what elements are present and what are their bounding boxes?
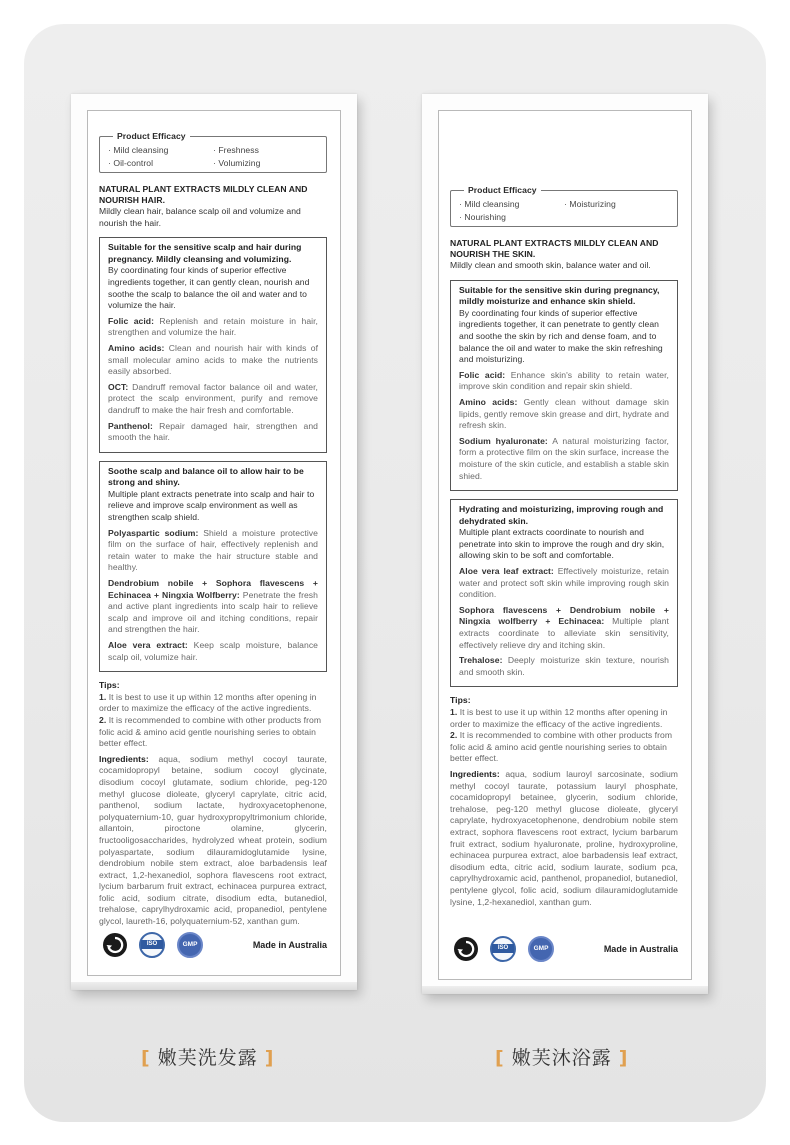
ingredients-label: Ingredients: <box>450 768 500 779</box>
ingredient-text: A natural moisturizing factor, form a protective film on the skin surface, increase the moisture of the skin cuticle, and establish a stable skin shied. <box>459 435 669 481</box>
ingredient-text: Keep scalp moisture, balance scalp oil, volumize hair. <box>108 640 318 662</box>
section-title: Suitable for the sensitive skin during pregnancy, mildly moisturize and enhance skin shield. <box>459 284 660 307</box>
efficacy-item: · Freshness <box>213 144 318 156</box>
body-wash-text-panel <box>450 185 678 908</box>
efficacy-item: · Nourishing <box>459 211 564 223</box>
tips-label: Tips: <box>450 695 471 706</box>
tip-text: It is recommended to combine with other products from folic acid & amino acid gentle nourishing series to obtain better effect. <box>99 714 322 749</box>
tip-text: It is recommended to combine with other products from folic acid & amino acid gentle nourishing series to obtain better effect. <box>450 730 673 764</box>
ingredient-text: Penetrate the fresh and active plant ingredients into scalp hair to relieve scalp and improve oil and itching conditions, repair and strengthen the hair. <box>108 589 318 635</box>
efficacy-item: · Mild cleansing <box>459 198 564 210</box>
recycle-icon <box>454 937 478 961</box>
body-wash-caption <box>495 1046 628 1070</box>
efficacy-box <box>450 185 678 227</box>
gmp-text: GMP <box>182 941 198 948</box>
efficacy-list <box>459 198 669 223</box>
bracket-close: ] <box>618 1047 629 1069</box>
efficacy-item: · Volumizing <box>213 157 318 169</box>
made-in-label: Made in Australia <box>252 940 327 950</box>
section-desc: Multiple plant extracts coordinate to nourish and penetrate into skin to improve the rough and dry skin, allowing skin to be soft and comfortable. <box>459 527 665 561</box>
iso-badge-icon <box>490 936 516 962</box>
ingredient-note <box>108 421 318 444</box>
tip-item <box>99 715 327 750</box>
gmp-badge-icon <box>528 936 554 962</box>
ingredient-note <box>108 640 318 663</box>
efficacy-item: · Mild cleansing <box>108 144 213 156</box>
iso-badge-icon <box>139 932 165 958</box>
tip-number: 2. <box>99 714 107 725</box>
tip-text: It is best to use it up within 12 months after opening in order to maximize the efficacy of the active ingredients. <box>450 707 668 729</box>
tip-number: 1. <box>99 691 107 702</box>
section-title: Hydrating and moisturizing, improving rough and dehydrated skin. <box>459 504 664 526</box>
ingredient-note <box>459 566 669 601</box>
tip-text: It is best to use it up within 12 months after opening in order to maximize the efficacy of the active ingredients. <box>99 691 317 714</box>
section-title: Soothe scalp and balance oil to allow hair to be strong and shiny. <box>108 465 304 488</box>
tip-number: 1. <box>450 707 458 717</box>
iso-text: ISO <box>492 944 514 953</box>
ingredient-text: Multiple plant extracts coordinate to alleviate skin sensitivity, effectively relieve dry and itching skin. <box>459 616 669 650</box>
ingredient-name: Amino acids: <box>108 342 165 353</box>
recycle-icon <box>103 933 127 957</box>
ingredient-note <box>459 436 669 482</box>
ingredient-text: Clean and nourish hair with kinds of small molecular amino acids to make the nutrients easily absorbed. <box>108 342 319 377</box>
ingredient-name: Polyaspartic sodium: <box>108 527 199 538</box>
ingredient-name: Sophora flavescens + Dendrobium nobile + Ningxia wolfberry + Echinacea: <box>459 604 669 627</box>
tip-item <box>450 730 678 765</box>
ingredients-list <box>450 769 678 908</box>
ingredients-list <box>99 754 327 928</box>
subline: Mildly clean hair, balance scalp oil and volumize and nourish the hair. <box>99 206 301 228</box>
ingredient-note <box>459 370 669 393</box>
ingredient-note <box>459 397 669 432</box>
section-1 <box>99 237 327 453</box>
ingredient-name: Aloe vera extract: <box>108 640 188 650</box>
ingredient-text: Shield a moisture protective film on the surface of hair, effectively replenish and retain water to make the hair structure stable and healthy. <box>108 527 318 573</box>
section-desc: By coordinating four kinds of superior effective ingredients together, it can penetrate to gently clean and soothe the skin by rich and dense foam, and to balance the oil and water to make the skin refreshing and moisturizing. <box>459 307 663 365</box>
shampoo-text-panel <box>99 131 327 928</box>
bracket-close: ] <box>264 1047 275 1069</box>
efficacy-title: Product Efficacy <box>464 184 541 196</box>
ingredient-name: Aloe vera leaf extract: <box>459 566 554 577</box>
tip-item <box>99 692 327 715</box>
ingredient-text: Repair damaged hair, strengthen and smooth the hair. <box>108 420 318 443</box>
ingredients-text: aqua, sodium methyl cocoyl taurate, cocamidopropyl betaine, sodium cocoyl glycinate, disodium cocoyl glutamate, sodium chloride, peg-120 methyl glucose dioleate, glyceryl caprylate, citric acid, panthenol, sodium lactate, hydroxyacetophenone, polyquaternium-10, guar hydroxypropyltrimonium chloride, allantoin, piroctone olamine, glycerin, fructooligosaccharides, hydrolyzed wheat protein, sodium polyaspartate, sodium dilauramidoglutamide lysine, dendrobium nobile stem extract, aloe barbadensis leaf extract, 1,2-hexanediol, sophora flavescens root extract, lycium barbarum fruit extract, echinacea purpurea extract, folic acid, sodium citrate, disodium edta, butanediol, trehalose, caprylhydroxamic acid, propanediol, pentylene glycol, laureth-16, polyquaternium-52, xanthan gum. <box>99 753 327 927</box>
tip-item <box>450 707 678 730</box>
bracket-open: [ <box>141 1047 151 1069</box>
caption-text: 嫩芙洗发露 <box>157 1047 258 1069</box>
gmp-text: GMP <box>533 945 549 952</box>
ingredient-text: Dandruff removal factor balance oil and water, protect the scalp environment, purify and remove dandruff to make the hair fresh and comfortable. <box>108 381 318 415</box>
made-in-label: Made in Australia <box>603 944 678 954</box>
bracket-open: [ <box>495 1047 505 1069</box>
ingredient-note <box>108 343 318 378</box>
section-2 <box>99 461 327 673</box>
ingredients-text: aqua, sodium lauroyl sarcosinate, sodium methyl cocoyl taurate, potassium lauryl phosphate, cocamidopropyl betainee, glycerin, sodium chloride, trehalose, peg-120 methyl glucose dioleate, glyceryl caprylate, hydroxyacetophenone, dendrobium nobile stem extract, sophora flavescens root extract, lycium barbarum fruit extract, sodium hyaluronate, proline, hydroxyproline, echinacea purpurea extract, aloe barbadensis leaf extract, disodium edta, citric acid, sodium laurate, sodium pca, caprylhydroxamic acid, panthenol, propanediol, butanediol, pentylene glycol, folic acid, sodium dilauramidoglutamide lysine, 1,2-hexanediol, xanthan gum. <box>450 768 678 907</box>
ingredient-name: Trehalose: <box>459 655 503 666</box>
ingredient-name: Amino acids: <box>459 396 518 407</box>
body-wash-footer <box>454 936 678 962</box>
ingredient-text: Replenish and retain moisture in hair, strengthen and volumize the hair. <box>108 315 318 338</box>
ingredient-note <box>108 528 318 574</box>
ingredient-text: Deeply moisturize skin texture, nourish and smooth skin. <box>459 655 669 677</box>
tip-number: 2. <box>450 730 458 741</box>
ingredient-note <box>108 578 318 636</box>
section-2 <box>450 499 678 687</box>
ingredient-note <box>459 655 669 678</box>
headline: NATURAL PLANT EXTRACTS MILDLY CLEAN AND NOURISH HAIR. <box>99 184 308 205</box>
headline: NATURAL PLANT EXTRACTS MILDLY CLEAN AND NOURISH THE SKIN. <box>450 238 659 259</box>
ingredient-text: Enhance skin's ability to retain water, improve skin condition and repair skin shield. <box>459 369 669 392</box>
section-desc: Multiple plant extracts penetrate into scalp and hair to relieve and improve scalp environment as well as strengthen scalp shield. <box>108 488 315 523</box>
section-1 <box>450 280 678 492</box>
subline: Mildly clean and smooth skin, balance water and oil. <box>450 260 651 270</box>
section-desc: By coordinating four kinds of superior effective ingredients together, it can gently clean, nourish and soothe the scalp to balance the oil and water and to volumize the hair. <box>108 265 310 311</box>
efficacy-list <box>108 144 318 169</box>
ingredient-name: Panthenol: <box>108 420 153 431</box>
ingredient-name: Folic acid: <box>459 369 506 380</box>
shampoo-footer <box>103 932 327 958</box>
ingredient-text: Gently clean without damage skin lipids, gently remove skin grease and dirt, hydrate and refresh skin. <box>459 396 669 431</box>
ingredient-name: Sodium hyaluronate: <box>459 435 548 446</box>
ingredient-name: Folic acid: <box>108 315 155 326</box>
shampoo-caption <box>141 1046 274 1070</box>
gmp-badge-icon <box>177 932 203 958</box>
tips-label: Tips: <box>99 680 120 691</box>
ingredients-label: Ingredients: <box>99 753 149 764</box>
ingredient-name: Dendrobium nobile + Sophora flavescens + Echinacea + Ningxia Wolfberry: <box>108 578 318 600</box>
efficacy-title: Product Efficacy <box>113 130 190 142</box>
caption-text: 嫩芙沐浴露 <box>511 1047 612 1069</box>
efficacy-item: · Moisturizing <box>564 198 669 210</box>
efficacy-box <box>99 131 327 173</box>
ingredient-note <box>108 382 318 417</box>
ingredient-text: Effectively moisturize, retain water and protect soft skin while improving rough skin condition. <box>459 566 669 600</box>
iso-text: ISO <box>141 940 163 949</box>
ingredient-note <box>108 316 318 339</box>
efficacy-item: · Oil-control <box>108 157 213 169</box>
ingredient-name: OCT: <box>108 381 129 392</box>
section-title: Suitable for the sensitive scalp and hair during pregnancy. Mildly cleansing and volumizing. <box>108 242 302 264</box>
ingredient-note <box>459 605 669 651</box>
